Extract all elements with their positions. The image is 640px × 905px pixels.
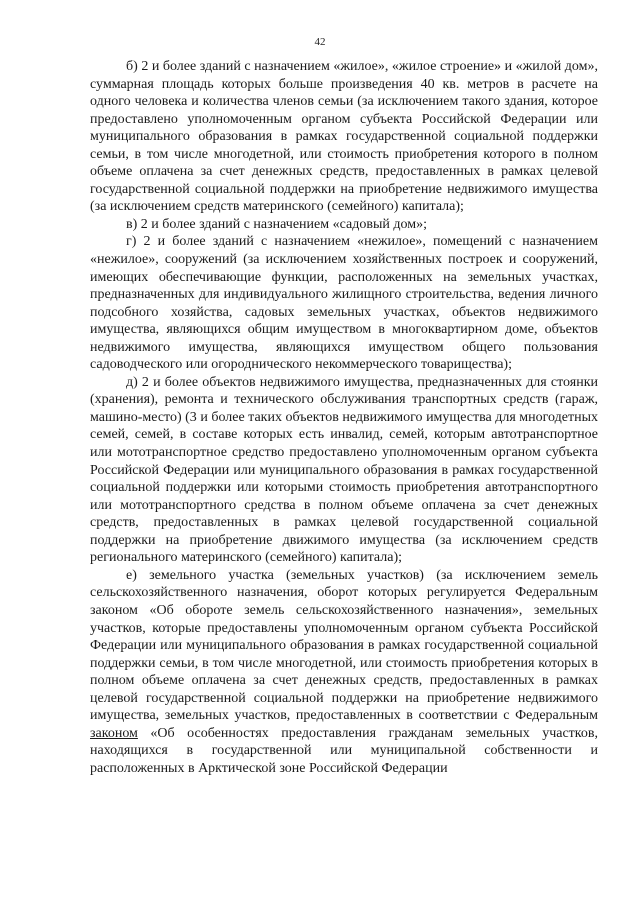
page-number: 42 bbox=[314, 36, 326, 48]
paragraph-e bbox=[90, 567, 598, 778]
paragraph-v: в) 2 и более зданий с назначением «садовый дом»; bbox=[126, 216, 427, 232]
paragraph-b: б) 2 и более зданий с назначением «жилое», «жилое строение» и «жилой дом», суммарная площадь которых больше произведения 40 кв. метров в расчете на одного человека и количества членов семьи (за исключением такого здания, которое предоставлено уполномоченным органом субъекта Российской Федерации или муниципального образования в рамках государственной социальной поддержки семьи, в том числе многодетной, или стоимость приобретения которого в полном объеме оплачена за счет денежных средств, предоставленных в рамках целевой государственной социальной поддержки на приобретение недвижимого имущества (за исключением средств материнского (семейного) капитала); bbox=[90, 59, 598, 215]
document-body bbox=[90, 58, 598, 777]
paragraph-d: д) 2 и более объектов недвижимого имущества, предназначенных для стоянки (хранения), ремонта и технического обслуживания транспортных средств (гараж, машино-место) (3 и более таких объектов недвижимого имущества для многодетных семей, семей, в составе которых есть инвалид, семей, которым автотранспортное или мототранспортное средство предоставлено уполномоченным органом субъекта Российской Федерации или муниципального образования в рамках государственной социальной поддержки или которыми стоимость приобретения автотранспортного или мототранспортного средства в полном объеме оплачена за счет денежных средств, предоставленных в рамках целевой государственной социальной поддержки на приобретение движимого имущества (за исключением средств регионального материнского (семейного) капитала); bbox=[90, 374, 598, 566]
federal-law-link[interactable]: законом bbox=[90, 725, 138, 741]
paragraph-g: г) 2 и более зданий с назначением «нежилое», помещений с назначением «нежилое», сооружений (за исключением хозяйственных построек и сооружений, имеющих обеспечивающие функции, расположенных на земельных участках, предназначенных для индивидуального жилищного строительства, ведения личного подсобного хозяйства, садовых земельных участках, объектов недвижимого имущества, являющихся общим имуществом в многоквартирном доме, объектов недвижимого имущества, являющихся имуществом общего пользования садоводческого или огороднического некоммерческого товарищества); bbox=[90, 234, 598, 373]
paragraph-e-text-start: е) земельного участка (земельных участков) (за исключением земель сельскохозяйственного назначения, оборот которых регулируется Федеральным законом «Об обороте земель сельскохозяйственного назначения», земельных участков, которые предоставлены уполномоченным органом субъекта Российской Федерации или муниципального образования в рамках государственной социальной поддержки семьи, в том числе многодетной, или стоимость приобретения которых в полном объеме оплачена за счет денежных средств, предоставленных в рамках целевой государственной социальной поддержки на приобретение недвижимого имущества, земельных участков, предоставленных в соответствии с Федеральным bbox=[90, 567, 598, 724]
paragraph-e-text-end: «Об особенностях предоставления гражданам земельных участков, находящихся в государственной или муниципальной собственности и расположенных в Арктической зоне Российской Федерации bbox=[90, 725, 598, 776]
